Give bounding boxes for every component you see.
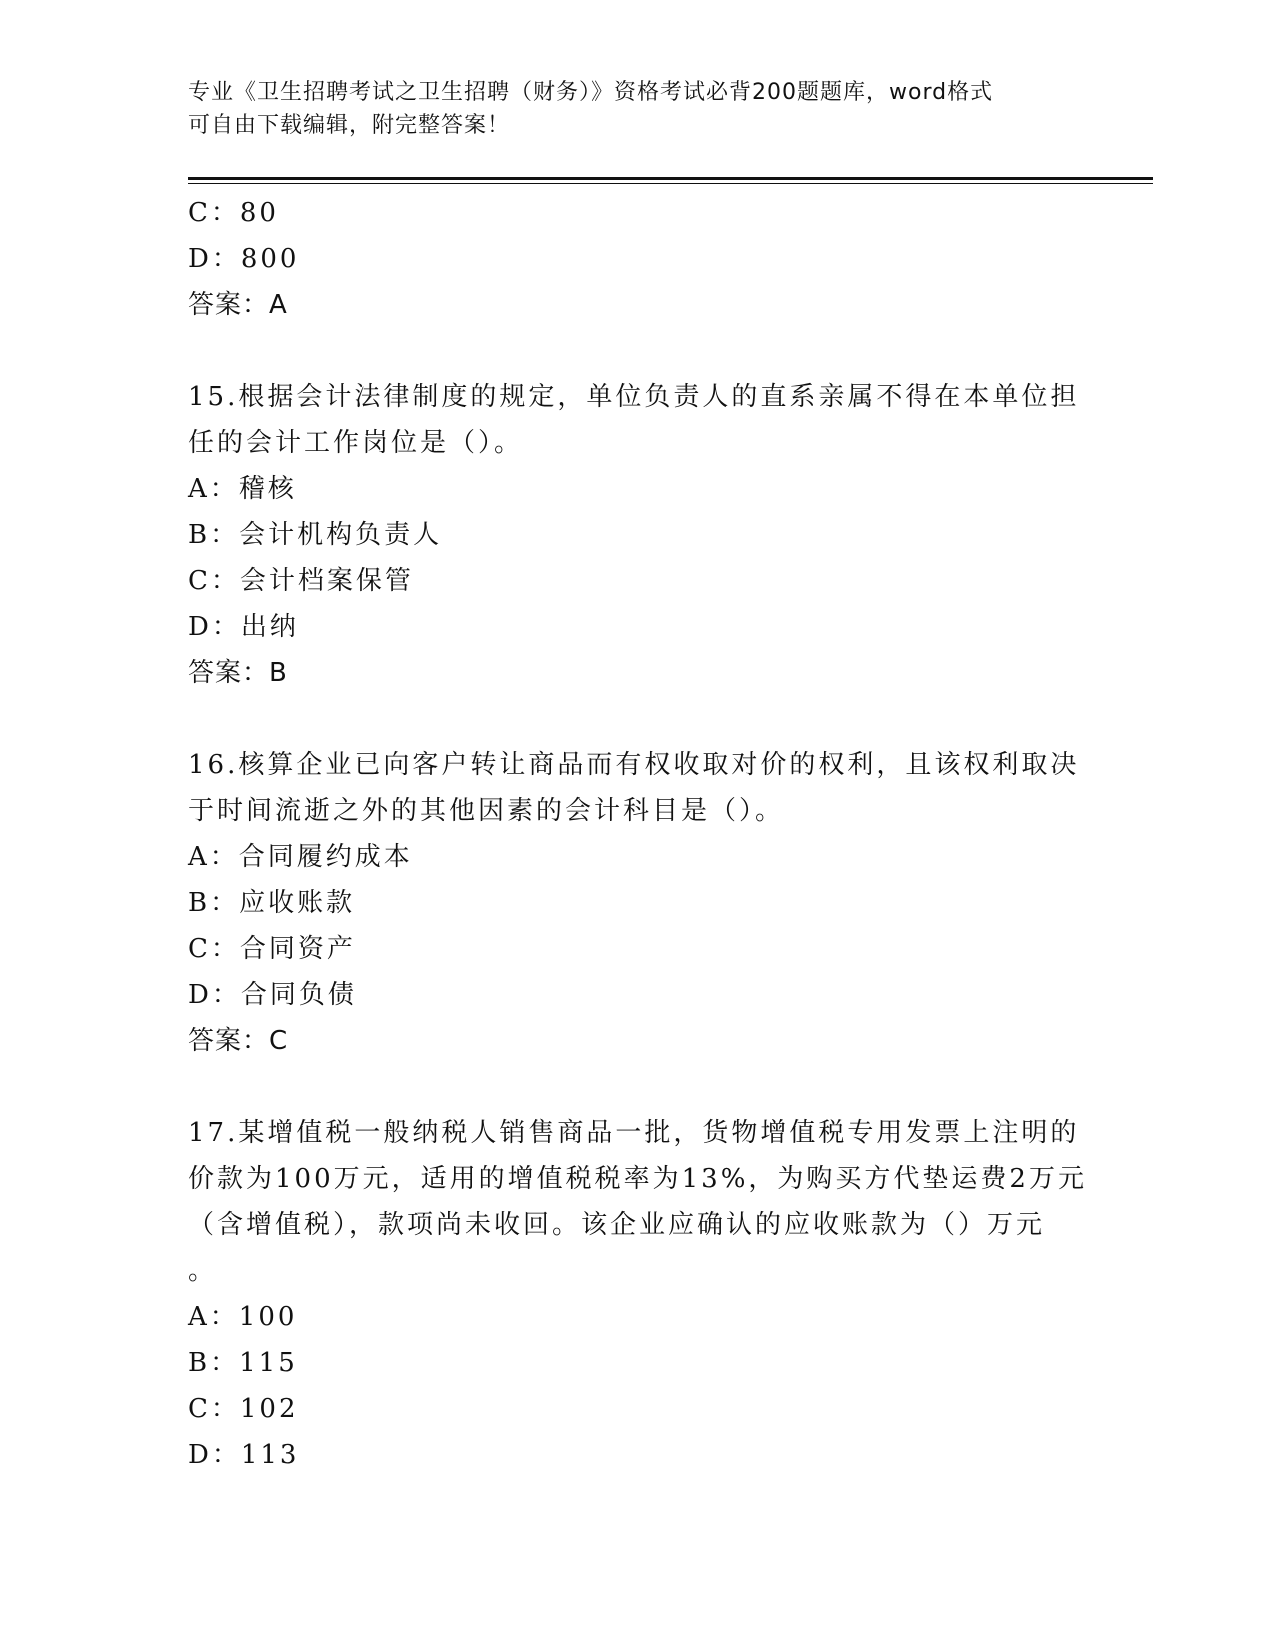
- option-d: D：出纳: [188, 612, 299, 642]
- header-divider-thick: [188, 177, 1153, 180]
- header-line-1: 专业《卫生招聘考试之卫生招聘（财务）》资格考试必背200题题库，word格式: [188, 80, 994, 105]
- option-d: D：800: [188, 244, 300, 274]
- option-d: D：113: [188, 1440, 300, 1470]
- option-a: A：稽核: [188, 474, 297, 504]
- question-stem-line: 任的会计工作岗位是（）。: [188, 428, 524, 458]
- option-b: B：115: [188, 1348, 298, 1378]
- option-d: D：合同负债: [188, 980, 357, 1010]
- spacer: [188, 696, 1088, 742]
- answer-line: 答案：A: [188, 290, 288, 320]
- header-line-2: 可自由下载编辑，附完整答案！: [188, 113, 511, 138]
- question-15: [188, 374, 1088, 696]
- spacer: [188, 1064, 1088, 1110]
- option-a: A：合同履约成本: [188, 842, 413, 872]
- option-a: A：100: [188, 1302, 298, 1332]
- option-c: C：80: [188, 198, 279, 228]
- question-stem-line: （含增值税），款项尚未收回。该企业应确认的应收账款为（）万元: [188, 1210, 1046, 1240]
- question-stem-line: 于时间流逝之外的其他因素的会计科目是（）。: [188, 796, 785, 826]
- header-divider-thin: [188, 183, 1153, 184]
- question-16: [188, 742, 1088, 1064]
- option-c: C：会计档案保管: [188, 566, 414, 596]
- question-stem-line: 。: [188, 1256, 218, 1286]
- spacer: [188, 328, 1088, 374]
- answer-line: 答案：B: [188, 658, 288, 688]
- document-header: [188, 76, 1068, 142]
- question-stem-line: 17.某增值税一般纳税人销售商品一批，货物增值税专用发票上注明的: [188, 1118, 1080, 1148]
- option-c: C：合同资产: [188, 934, 356, 964]
- question-stem-line: 15.根据会计法律制度的规定，单位负责人的直系亲属不得在本单位担: [188, 382, 1080, 412]
- answer-line: 答案：C: [188, 1026, 289, 1056]
- question-stem-line: 价款为100万元，适用的增值税税率为13%，为购买方代垫运费2万元: [188, 1164, 1087, 1194]
- question-content: [188, 190, 1088, 1478]
- question-17: [188, 1110, 1088, 1478]
- option-b: B：应收账款: [188, 888, 356, 918]
- option-b: B：会计机构负责人: [188, 520, 443, 550]
- question-stem-line: 16.核算企业已向客户转让商品而有权收取对价的权利，且该权利取决: [188, 750, 1080, 780]
- option-c: C：102: [188, 1394, 299, 1424]
